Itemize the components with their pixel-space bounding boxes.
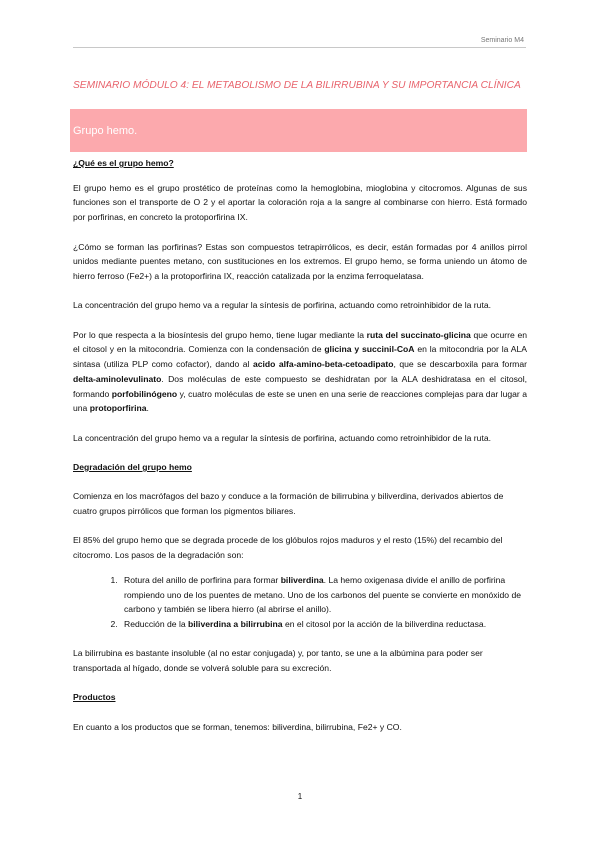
paragraph-products: En cuanto a los productos que se forman, tenemos: biliverdina, bilirrubina, Fe2+ y CO. [73,721,402,732]
paragraph-degradation-intro: Comienza en los macrófagos del bazo y conduce a la formación de bilirrubina y biliverdina, derivados abiertos de cuatro grupos pirrólicos que forman los pigmentos biliares. [73,491,504,517]
list-item: 2. Reducción de la biliverdina a bilirrubina en el citosol por la acción de la biliverdina reductasa. [120,617,527,632]
running-header: Seminario M4 [480,37,524,44]
list-item: 1. Rotura del anillo de porfirina para formar biliverdina. La hemo oxigenasa divide el anillo de porfirina rompiendo uno de los puentes de metano. Uno de los carbonos del puente se convierte en monóxido de carbono y también se libera hierro (al abrirse el anillo). [120,573,527,617]
products-heading: Productos [73,692,116,703]
document-title: SEMINARIO MÓDULO 4: EL METABOLISMO DE LA BILIRRUBINA Y SU IMPORTANCIA CLÍNICA [73,80,521,91]
question-heading: ¿Qué es el grupo hemo? [73,158,174,168]
paragraph-regulation-repeat: La concentración del grupo hemo va a regular la síntesis de porfirina, actuando como retroinhibidor de la ruta. [73,432,491,443]
header-rule [73,47,526,48]
section-banner-title: Grupo hemo. [73,125,138,137]
body-content [73,156,527,735]
page-number: 1 [297,792,303,801]
degradation-steps [73,573,527,632]
paragraph-bilirubin-transport: La bilirrubina es bastante insoluble (al no estar conjugada) y, por tanto, se une a la albúmina para poder ser transportada al hígado, donde se volverá soluble para su excreción. [73,648,483,674]
section-banner [70,109,527,152]
paragraph-definition: El grupo hemo es el grupo prostético de proteínas como la hemoglobina, mioglobina y citocromos. Algunas de sus funciones son el transporte de O 2 y el aportar la coloración roja a la sangre al combinarse con hierro. Está formado por porfirinas, en concreto la protoporfirina IX. [73,182,527,223]
paragraph-degradation-origin: El 85% del grupo hemo que se degrada procede de los glóbulos rojos maduros y el resto (15%) del recambio del citocromo. Los pasos de la degradación son: [73,535,503,561]
paragraph-regulation: La concentración del grupo hemo va a regular la síntesis de porfirina, actuando como retroinhibidor de la ruta. [73,300,491,311]
paragraph-porphyrins: ¿Cómo se forman las porfirinas? Estas son compuestos tetrapirrólicos, es decir, están formadas por 4 anillos pirrol unidos mediante puentes metano, con sustituciones en los extremos. El grupo hemo, se forma uniendo un átomo de hierro ferroso (Fe2+) a la protoporfirina IX, reacción catalizada por la enzima ferroquelatasa. [73,241,527,281]
degradation-heading: Degradación del grupo hemo [73,461,192,472]
paragraph-biosynthesis: Por lo que respecta a la biosíntesis del grupo hemo, tiene lugar mediante la ruta del succinato-glicina que ocurre en el citosol y en la mitocondria. Comienza con la condensación de glicina y succinil-CoA en la mitocondria por la ALA sintasa (utiliza PLP como cofactor), dando al acido alfa-amino-beta-cetoadipato, que se descarboxila para formar delta-aminolevulinato. Dos moléculas de este compuesto se deshidratan por la ALA deshidratasa en el citosol, formando porfobilinógeno y, cuatro moléculas de este se unen en una serie de reacciones complejas para dar lugar a una protoporfirina. [73,329,528,414]
